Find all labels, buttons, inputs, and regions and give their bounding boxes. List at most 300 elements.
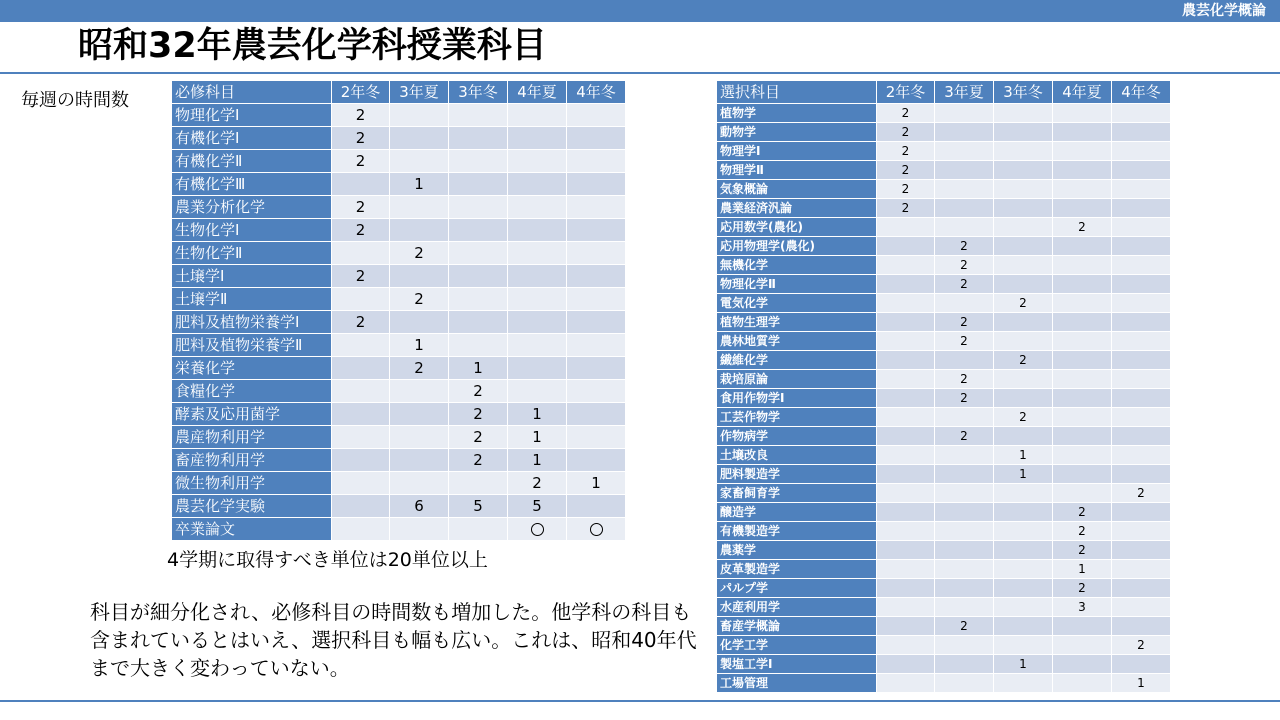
hours-cell: 2 bbox=[935, 332, 994, 351]
table-row bbox=[717, 636, 1171, 655]
hours-cell bbox=[332, 472, 390, 495]
hours-cell bbox=[1112, 161, 1171, 180]
subject-name-cell: 水産利用学 bbox=[717, 598, 877, 617]
table-row bbox=[717, 123, 1171, 142]
hours-cell: 2 bbox=[935, 427, 994, 446]
subject-name-cell: 土壌改良 bbox=[717, 446, 877, 465]
subject-name-cell: 応用物理学(農化) bbox=[717, 237, 877, 256]
hours-cell bbox=[877, 389, 935, 408]
hours-cell: 2 bbox=[994, 408, 1053, 427]
hours-cell: 1 bbox=[508, 426, 567, 449]
hours-cell bbox=[994, 579, 1053, 598]
hours-cell: 2 bbox=[508, 472, 567, 495]
table-row bbox=[717, 427, 1171, 446]
hours-cell bbox=[332, 380, 390, 403]
table-row bbox=[172, 265, 626, 288]
hours-cell: 2 bbox=[1053, 218, 1112, 237]
hours-cell: 2 bbox=[877, 199, 935, 218]
hours-cell bbox=[449, 104, 508, 127]
hours-cell bbox=[994, 256, 1053, 275]
hours-cell bbox=[1112, 123, 1171, 142]
hours-cell bbox=[390, 403, 449, 426]
subject-name-cell: 有機化学Ⅲ bbox=[172, 173, 332, 196]
subject-name-cell: 食糧化学 bbox=[172, 380, 332, 403]
table-row bbox=[717, 484, 1171, 503]
subject-name-cell: 物理学Ⅰ bbox=[717, 142, 877, 161]
subject-name-cell: 有機製造学 bbox=[717, 522, 877, 541]
hours-cell bbox=[935, 674, 994, 693]
hours-cell bbox=[567, 518, 626, 541]
hours-cell bbox=[567, 219, 626, 242]
table-row bbox=[717, 275, 1171, 294]
hours-cell bbox=[994, 427, 1053, 446]
hours-cell: 2 bbox=[390, 288, 449, 311]
hours-cell bbox=[1053, 655, 1112, 674]
hours-cell: 2 bbox=[935, 389, 994, 408]
column-header-term: 3年冬 bbox=[449, 81, 508, 104]
hours-cell: 2 bbox=[1053, 541, 1112, 560]
hours-cell: 2 bbox=[994, 351, 1053, 370]
hours-cell bbox=[877, 484, 935, 503]
hours-cell bbox=[994, 503, 1053, 522]
subject-name-cell: 植物生理学 bbox=[717, 313, 877, 332]
hours-cell bbox=[935, 218, 994, 237]
column-header-term: 3年冬 bbox=[994, 81, 1053, 104]
hours-cell bbox=[994, 313, 1053, 332]
hours-cell bbox=[508, 311, 567, 334]
hours-cell: 2 bbox=[1053, 579, 1112, 598]
hours-cell bbox=[994, 218, 1053, 237]
subject-name-cell: 化学工学 bbox=[717, 636, 877, 655]
hours-cell: 2 bbox=[935, 237, 994, 256]
table-row bbox=[717, 541, 1171, 560]
column-header-term: 2年冬 bbox=[877, 81, 935, 104]
subject-name-cell: 物理化学Ⅱ bbox=[717, 275, 877, 294]
hours-cell bbox=[390, 518, 449, 541]
hours-cell bbox=[877, 237, 935, 256]
hours-cell bbox=[508, 288, 567, 311]
hours-cell bbox=[567, 380, 626, 403]
table-row bbox=[717, 199, 1171, 218]
hours-cell bbox=[1112, 503, 1171, 522]
hours-cell bbox=[567, 173, 626, 196]
subject-name-cell: 栄養化学 bbox=[172, 357, 332, 380]
table-row bbox=[172, 196, 626, 219]
required-body bbox=[172, 104, 626, 541]
hours-cell bbox=[567, 127, 626, 150]
table-row bbox=[172, 242, 626, 265]
hours-cell bbox=[1053, 408, 1112, 427]
hours-cell bbox=[332, 426, 390, 449]
hours-cell: 2 bbox=[332, 311, 390, 334]
hours-cell bbox=[994, 370, 1053, 389]
hours-cell bbox=[877, 370, 935, 389]
hours-cell bbox=[390, 449, 449, 472]
table-row bbox=[717, 218, 1171, 237]
hours-cell: 2 bbox=[449, 449, 508, 472]
hours-cell bbox=[1112, 218, 1171, 237]
hours-cell bbox=[449, 311, 508, 334]
hours-cell bbox=[1112, 522, 1171, 541]
hours-cell bbox=[332, 288, 390, 311]
hours-cell bbox=[332, 518, 390, 541]
hours-cell: 2 bbox=[449, 380, 508, 403]
hours-cell bbox=[1112, 655, 1171, 674]
table-row bbox=[717, 332, 1171, 351]
subject-name-cell: 食用作物学Ⅰ bbox=[717, 389, 877, 408]
page-title: 昭和32年農芸化学科授業科目 bbox=[78, 26, 547, 66]
hours-cell bbox=[332, 334, 390, 357]
hours-cell bbox=[508, 173, 567, 196]
subject-name-cell: 繊維化学 bbox=[717, 351, 877, 370]
hours-cell bbox=[1112, 275, 1171, 294]
subject-name-cell: 物理化学Ⅰ bbox=[172, 104, 332, 127]
table-row bbox=[172, 449, 626, 472]
table-row bbox=[717, 256, 1171, 275]
hours-cell bbox=[508, 196, 567, 219]
hours-cell bbox=[1112, 370, 1171, 389]
table-row bbox=[172, 127, 626, 150]
hours-cell bbox=[1112, 579, 1171, 598]
hours-cell: 2 bbox=[1053, 503, 1112, 522]
hours-cell: 1 bbox=[508, 403, 567, 426]
subject-name-cell: 無機化学 bbox=[717, 256, 877, 275]
hours-cell bbox=[449, 219, 508, 242]
subject-name-cell: 動物学 bbox=[717, 123, 877, 142]
subject-name-cell: 家畜飼育学 bbox=[717, 484, 877, 503]
column-header-term: 3年夏 bbox=[390, 81, 449, 104]
circle-mark bbox=[590, 523, 603, 536]
hours-cell bbox=[390, 472, 449, 495]
table-row bbox=[717, 237, 1171, 256]
hours-cell bbox=[508, 380, 567, 403]
hours-cell: 5 bbox=[508, 495, 567, 518]
hours-cell bbox=[567, 104, 626, 127]
hours-cell bbox=[1053, 123, 1112, 142]
subject-name-cell: 農芸化学実験 bbox=[172, 495, 332, 518]
hours-cell bbox=[332, 242, 390, 265]
hours-cell: 2 bbox=[390, 357, 449, 380]
hours-cell bbox=[994, 484, 1053, 503]
elective-header-row bbox=[717, 81, 1171, 104]
hours-cell bbox=[877, 503, 935, 522]
hours-cell bbox=[877, 275, 935, 294]
column-header-term: 2年冬 bbox=[332, 81, 390, 104]
hours-cell: 2 bbox=[877, 180, 935, 199]
hours-cell bbox=[1053, 427, 1112, 446]
hours-cell bbox=[1053, 465, 1112, 484]
hours-cell bbox=[877, 560, 935, 579]
hours-cell: 2 bbox=[877, 161, 935, 180]
subject-name-cell: 土壌学Ⅰ bbox=[172, 265, 332, 288]
subject-name-cell: 肥料及植物栄養学Ⅰ bbox=[172, 311, 332, 334]
hours-cell bbox=[935, 446, 994, 465]
table-row bbox=[717, 370, 1171, 389]
subject-name-cell: 卒業論文 bbox=[172, 518, 332, 541]
table-row bbox=[717, 180, 1171, 199]
hours-cell bbox=[567, 449, 626, 472]
subject-name-cell: 酵素及応用菌学 bbox=[172, 403, 332, 426]
hours-cell bbox=[935, 484, 994, 503]
hours-cell bbox=[877, 598, 935, 617]
hours-cell bbox=[935, 560, 994, 579]
hours-cell: 2 bbox=[332, 127, 390, 150]
hours-cell: 2 bbox=[1112, 636, 1171, 655]
subject-name-cell: 肥料製造学 bbox=[717, 465, 877, 484]
hours-cell: 2 bbox=[994, 294, 1053, 313]
hours-cell bbox=[567, 426, 626, 449]
hours-cell bbox=[877, 522, 935, 541]
course-name: 農芸化学概論 bbox=[1182, 3, 1266, 19]
hours-cell bbox=[449, 150, 508, 173]
hours-cell bbox=[449, 518, 508, 541]
hours-cell bbox=[935, 541, 994, 560]
hours-cell bbox=[508, 265, 567, 288]
column-header-subject: 選択科目 bbox=[717, 81, 877, 104]
hours-cell bbox=[877, 541, 935, 560]
hours-cell bbox=[1053, 256, 1112, 275]
hours-cell bbox=[877, 332, 935, 351]
hours-cell bbox=[935, 161, 994, 180]
subject-name-cell: 植物学 bbox=[717, 104, 877, 123]
top-bar bbox=[0, 0, 1280, 22]
hours-cell bbox=[508, 357, 567, 380]
hours-cell bbox=[994, 389, 1053, 408]
table-row bbox=[717, 503, 1171, 522]
hours-cell: 2 bbox=[1112, 484, 1171, 503]
hours-cell bbox=[1053, 313, 1112, 332]
table-row bbox=[172, 403, 626, 426]
hours-cell: 2 bbox=[935, 617, 994, 636]
hours-cell: 2 bbox=[935, 256, 994, 275]
hours-cell bbox=[390, 219, 449, 242]
hours-cell bbox=[877, 674, 935, 693]
hours-cell bbox=[567, 288, 626, 311]
subject-name-cell: 気象概論 bbox=[717, 180, 877, 199]
hours-cell bbox=[567, 265, 626, 288]
subject-name-cell: 工場管理 bbox=[717, 674, 877, 693]
hours-cell bbox=[449, 288, 508, 311]
column-header-term: 4年冬 bbox=[1112, 81, 1171, 104]
hours-cell bbox=[508, 150, 567, 173]
hours-cell bbox=[1053, 237, 1112, 256]
hours-cell bbox=[567, 242, 626, 265]
hours-cell bbox=[994, 180, 1053, 199]
hours-cell bbox=[935, 408, 994, 427]
table-row bbox=[172, 518, 626, 541]
hours-cell bbox=[1053, 484, 1112, 503]
hours-cell bbox=[390, 127, 449, 150]
hours-cell bbox=[877, 446, 935, 465]
table-row bbox=[717, 142, 1171, 161]
subject-name-cell: 肥料及植物栄養学Ⅱ bbox=[172, 334, 332, 357]
hours-cell bbox=[994, 237, 1053, 256]
hours-cell bbox=[449, 196, 508, 219]
hours-cell bbox=[1112, 104, 1171, 123]
hours-cell bbox=[390, 196, 449, 219]
required-header-row bbox=[172, 81, 626, 104]
hours-cell bbox=[1053, 370, 1112, 389]
table-row bbox=[172, 173, 626, 196]
hours-cell: 1 bbox=[1053, 560, 1112, 579]
hours-cell bbox=[508, 104, 567, 127]
hours-cell bbox=[1112, 427, 1171, 446]
hours-cell bbox=[935, 579, 994, 598]
subject-name-cell: 皮革製造学 bbox=[717, 560, 877, 579]
hours-cell bbox=[1053, 332, 1112, 351]
subject-name-cell: パルプ学 bbox=[717, 579, 877, 598]
hours-cell: 2 bbox=[877, 142, 935, 161]
hours-cell bbox=[567, 150, 626, 173]
hours-cell bbox=[994, 104, 1053, 123]
hours-cell: 1 bbox=[1112, 674, 1171, 693]
hours-cell bbox=[935, 294, 994, 313]
hours-cell bbox=[877, 218, 935, 237]
hours-cell: 2 bbox=[935, 275, 994, 294]
table-row bbox=[172, 219, 626, 242]
subject-name-cell: 農業経済汎論 bbox=[717, 199, 877, 218]
hours-cell bbox=[567, 403, 626, 426]
hours-cell: 2 bbox=[332, 265, 390, 288]
hours-cell bbox=[1112, 180, 1171, 199]
hours-cell bbox=[935, 598, 994, 617]
hours-cell bbox=[994, 123, 1053, 142]
column-header-term: 4年冬 bbox=[567, 81, 626, 104]
hours-cell bbox=[1053, 161, 1112, 180]
hours-cell bbox=[1112, 389, 1171, 408]
subject-name-cell: 工芸作物学 bbox=[717, 408, 877, 427]
hours-cell bbox=[332, 173, 390, 196]
hours-cell bbox=[994, 560, 1053, 579]
hours-cell bbox=[449, 173, 508, 196]
table-row bbox=[717, 389, 1171, 408]
hours-cell: 2 bbox=[332, 219, 390, 242]
subject-name-cell: 有機化学Ⅱ bbox=[172, 150, 332, 173]
hours-cell bbox=[877, 636, 935, 655]
hours-cell bbox=[1112, 313, 1171, 332]
bottom-divider bbox=[0, 700, 1280, 702]
summary-text: 科目が細分化され、必修科目の時間数も増加した。他学科の科目も含まれているとはいえ、選択科目も幅も広い。これは、昭和40年代まで大きく変わっていない。 bbox=[90, 600, 697, 680]
hours-cell bbox=[877, 408, 935, 427]
table-row bbox=[172, 426, 626, 449]
table-row bbox=[717, 408, 1171, 427]
hours-cell bbox=[1112, 617, 1171, 636]
hours-cell: 1 bbox=[567, 472, 626, 495]
table-row bbox=[717, 313, 1171, 332]
credit-requirement-note: 4学期に取得すべき単位は20単位以上 bbox=[167, 549, 488, 571]
subject-name-cell: 畜産物利用学 bbox=[172, 449, 332, 472]
table-row bbox=[172, 311, 626, 334]
hours-cell bbox=[508, 127, 567, 150]
circle-mark bbox=[531, 523, 544, 536]
hours-cell bbox=[1112, 294, 1171, 313]
hours-cell: 1 bbox=[390, 334, 449, 357]
hours-cell bbox=[935, 123, 994, 142]
hours-cell bbox=[994, 275, 1053, 294]
hours-cell bbox=[390, 380, 449, 403]
hours-cell bbox=[567, 334, 626, 357]
subject-name-cell: 微生物利用学 bbox=[172, 472, 332, 495]
hours-cell bbox=[390, 311, 449, 334]
hours-cell bbox=[935, 351, 994, 370]
column-header-term: 4年夏 bbox=[1053, 81, 1112, 104]
hours-cell bbox=[332, 357, 390, 380]
hours-cell bbox=[935, 465, 994, 484]
hours-cell bbox=[1053, 389, 1112, 408]
hours-cell bbox=[877, 256, 935, 275]
hours-cell bbox=[1112, 237, 1171, 256]
hours-cell bbox=[1112, 446, 1171, 465]
hours-cell bbox=[1112, 408, 1171, 427]
elective-subjects-table bbox=[716, 80, 1171, 693]
subject-name-cell: 物理学Ⅱ bbox=[717, 161, 877, 180]
hours-cell bbox=[332, 495, 390, 518]
table-row bbox=[172, 104, 626, 127]
table-row bbox=[717, 560, 1171, 579]
subject-name-cell: 製塩工学Ⅰ bbox=[717, 655, 877, 674]
hours-cell: 2 bbox=[449, 426, 508, 449]
hours-cell: 2 bbox=[332, 104, 390, 127]
hours-cell bbox=[1053, 446, 1112, 465]
hours-cell bbox=[877, 351, 935, 370]
table-row bbox=[717, 351, 1171, 370]
subject-name-cell: 生物化学Ⅱ bbox=[172, 242, 332, 265]
hours-cell bbox=[567, 357, 626, 380]
table-row bbox=[717, 522, 1171, 541]
hours-cell: 5 bbox=[449, 495, 508, 518]
hours-cell bbox=[1112, 351, 1171, 370]
column-header-term: 3年夏 bbox=[935, 81, 994, 104]
hours-cell bbox=[877, 579, 935, 598]
hours-cell bbox=[1053, 104, 1112, 123]
subject-name-cell: 農林地質学 bbox=[717, 332, 877, 351]
hours-cell bbox=[994, 617, 1053, 636]
hours-cell bbox=[449, 334, 508, 357]
hours-cell bbox=[935, 142, 994, 161]
hours-cell bbox=[1053, 351, 1112, 370]
subject-name-cell: 醸造学 bbox=[717, 503, 877, 522]
hours-cell bbox=[1112, 256, 1171, 275]
elective-body bbox=[717, 104, 1171, 693]
subject-name-cell: 応用数学(農化) bbox=[717, 218, 877, 237]
hours-cell bbox=[449, 265, 508, 288]
hours-cell bbox=[567, 196, 626, 219]
hours-cell bbox=[508, 242, 567, 265]
hours-cell: 1 bbox=[994, 655, 1053, 674]
hours-cell bbox=[390, 426, 449, 449]
hours-cell bbox=[1053, 617, 1112, 636]
table-row bbox=[717, 674, 1171, 693]
hours-cell bbox=[935, 104, 994, 123]
table-row bbox=[717, 579, 1171, 598]
hours-cell bbox=[877, 617, 935, 636]
hours-cell bbox=[449, 472, 508, 495]
subject-name-cell: 畜産学概論 bbox=[717, 617, 877, 636]
hours-cell bbox=[1112, 541, 1171, 560]
table-row bbox=[717, 598, 1171, 617]
hours-cell bbox=[994, 636, 1053, 655]
hours-cell bbox=[877, 655, 935, 674]
table-row bbox=[172, 150, 626, 173]
subject-name-cell: 農薬学 bbox=[717, 541, 877, 560]
table-row bbox=[717, 617, 1171, 636]
hours-cell: 1 bbox=[390, 173, 449, 196]
hours-cell bbox=[1112, 560, 1171, 579]
table-row bbox=[717, 104, 1171, 123]
table-row bbox=[717, 655, 1171, 674]
hours-cell bbox=[508, 518, 567, 541]
required-subjects-table bbox=[171, 80, 626, 541]
